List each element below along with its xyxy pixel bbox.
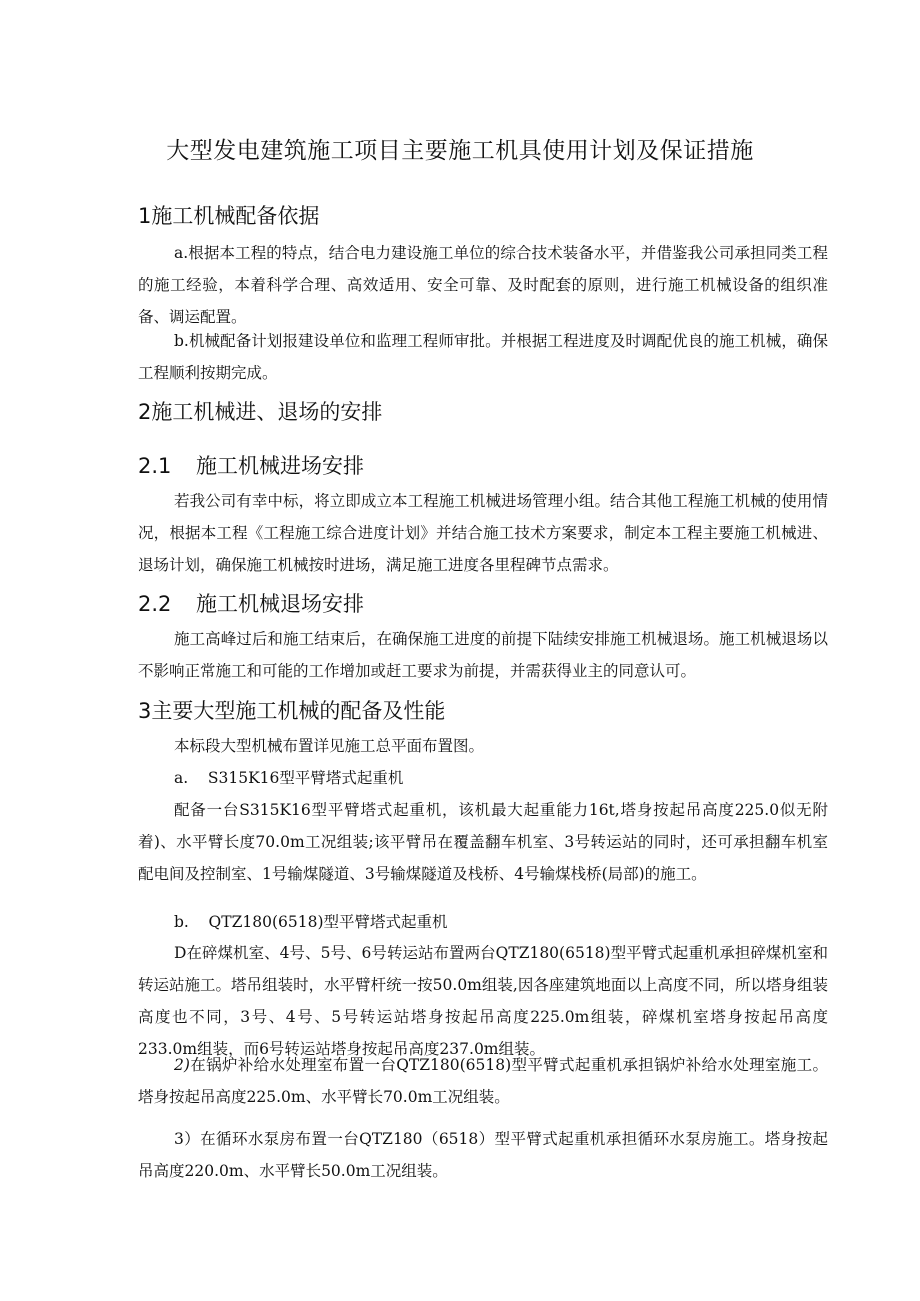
section-2-2-title: 施工机械退场安排 xyxy=(196,592,364,616)
section-2-1-heading xyxy=(138,452,364,480)
section-1-paragraph-a: a.根据本工程的特点，结合电力建设施工单位的综合技术装备水平，并借鉴我公司承担同类工程的施工经验，本着科学合理、高效适用、安全可靠、及时配套的原则，进行施工机械设备的组织准备、调运配置。 xyxy=(138,244,828,326)
item-b-paragraph-2 xyxy=(138,1049,828,1113)
section-2-1-paragraph: 若我公司有幸中标，将立即成立本工程施工机械进场管理小组。结合其他工程施工机械的使用情况，根据本工程《工程施工综合进度计划》并结合施工技术方案要求，制定本工程主要施工机械进、退场计划，确保施工机械按时进场，满足施工进度各里程碑节点需求。 xyxy=(138,492,828,574)
section-2-1-title: 施工机械进场安排 xyxy=(196,454,364,478)
item-a-title: a. S315K16型平臂塔式起重机 xyxy=(174,769,404,787)
section-2-2-number: 2.2 xyxy=(138,592,172,616)
item-b-title: b. QTZ180(6518)型平臂塔式起重机 xyxy=(174,913,448,931)
document-title: 大型发电建筑施工项目主要施工机具使用计划及保证措施 xyxy=(166,138,754,164)
item-b-paragraph-2-prefix: 2) xyxy=(174,1056,190,1074)
section-3-heading: 3主要大型施工机械的配备及性能 xyxy=(138,699,446,723)
section-1-paragraph-b: b.机械配备计划报建设单位和监理工程师审批。并根据工程进度及时调配优良的施工机械，确保工程顺利按期完成。 xyxy=(138,332,828,382)
section-2-2-paragraph: 施工高峰过后和施工结束后，在确保施工进度的前提下陆续安排施工机械退场。施工机械退场以不影响正常施工和可能的工作增加或赶工要求为前提，并需获得业主的同意认可。 xyxy=(138,630,828,680)
section-1-heading: 1施工机械配备依据 xyxy=(138,204,320,228)
item-b-paragraph-3: 3）在循环水泵房布置一台QTZ180（6518）型平臂式起重机承担循环水泵房施工。塔身按起吊高度220.0m、水平臂长50.0m工况组装。 xyxy=(138,1130,828,1180)
section-2-2-heading xyxy=(138,590,364,618)
item-b-paragraph-2-text: 在锅炉补给水处理室布置一台QTZ180(6518)型平臂式起重机承担锅炉补给水处理室施工。塔身按起吊高度225.0m、水平臂长70.0m工况组装。 xyxy=(138,1056,828,1106)
section-2-heading: 2施工机械进、退场的安排 xyxy=(138,400,383,424)
section-2-1-number: 2.1 xyxy=(138,454,172,478)
item-a-paragraph: 配备一台S315K16型平臂塔式起重机，该机最大起重能力16t,塔身按起吊高度225.0似无附着)、水平臂长度70.0m工况组装;该平臂吊在覆盖翻车机室、3号转运站的同时，还可承担翻车机室配电间及控制室、1号输煤隧道、3号输煤隧道及栈桥、4号输煤栈桥(局部)的施工。 xyxy=(138,801,828,883)
item-b-paragraph-1: D在碎煤机室、4号、5号、6号转运站布置两台QTZ180(6518)型平臂式起重机承担碎煤机室和转运站施工。塔吊组装时，水平臂杆统一按50.0m组装,因各座建筑地面以上高度不同，所以塔身组装高度也不同，3号、4号、5号转运站塔身按起吊高度225.0m组装，碎煤机室塔身按起吊高度233.0m组装，而6号转运站塔身按起吊高度237.0m组装。 xyxy=(138,944,828,1058)
section-3-intro: 本标段大型机械布置详见施工总平面布置图。 xyxy=(174,737,485,755)
